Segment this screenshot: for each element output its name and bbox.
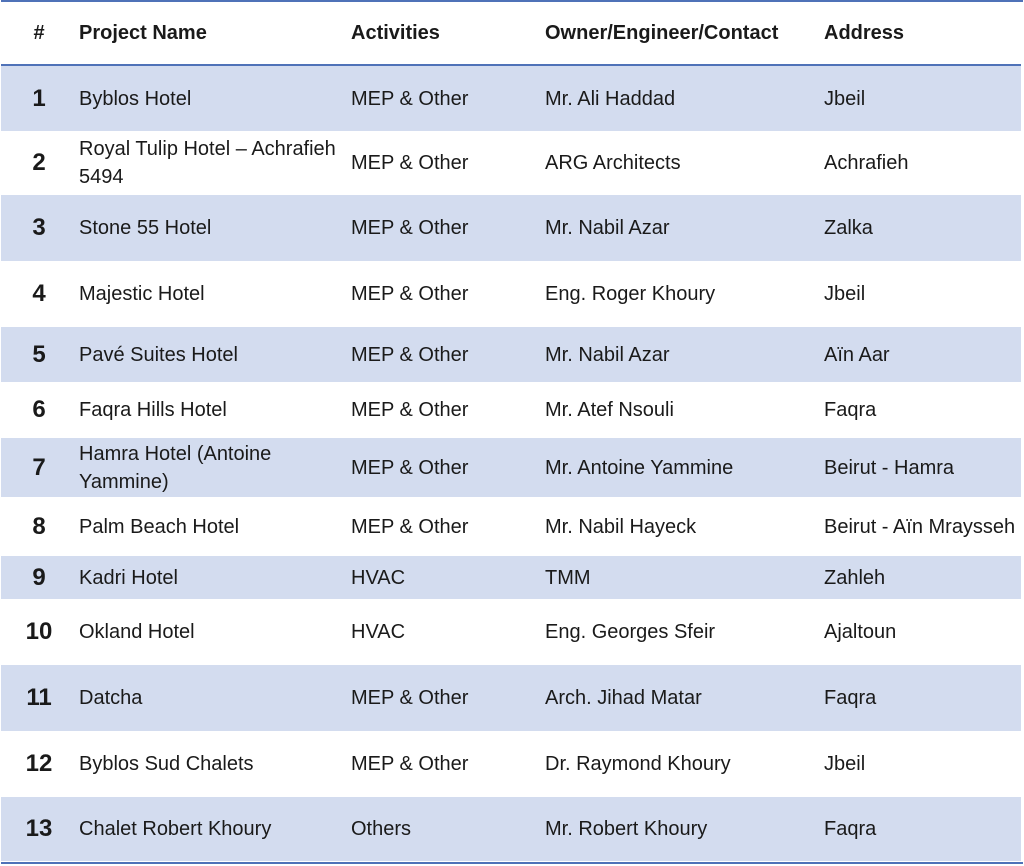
row-owner: Mr. Ali Haddad xyxy=(545,65,824,131)
row-address: Jbeil xyxy=(824,753,866,775)
row-address: Achrafieh xyxy=(824,152,909,174)
row-owner: Dr. Raymond Khoury xyxy=(545,753,731,775)
header-owner: Owner/Engineer/Contact xyxy=(545,2,824,65)
row-address: Beirut - Aïn Mraysseh xyxy=(824,515,1016,538)
row-activities: MEP & Other xyxy=(351,152,469,174)
row-project-name: Stone 55 Hotel xyxy=(77,195,351,261)
row-activities: MEP & Other xyxy=(351,327,545,382)
row-activities: MEP & Other xyxy=(351,665,545,731)
table-row xyxy=(1,497,1021,556)
row-number: 12 xyxy=(25,750,53,777)
row-number: 4 xyxy=(32,280,46,307)
row-project-name: Palm Beach Hotel xyxy=(79,515,240,538)
row-activities: MEP & Other xyxy=(351,438,545,497)
table-row xyxy=(1,327,1021,382)
table-row xyxy=(1,797,1021,861)
row-address: Jbeil xyxy=(824,283,866,305)
table-row xyxy=(1,195,1021,261)
table-row xyxy=(1,261,1021,327)
row-address: Beirut - Hamra xyxy=(824,438,1021,497)
table-row xyxy=(1,382,1021,438)
header-row xyxy=(1,2,1021,65)
row-owner: Mr. Robert Khoury xyxy=(545,797,824,861)
row-address: Zahleh xyxy=(824,556,1021,599)
row-owner: TMM xyxy=(545,556,824,599)
header-activities: Activities xyxy=(351,2,545,65)
row-activities: HVAC xyxy=(351,621,406,643)
row-owner: Arch. Jihad Matar xyxy=(545,665,824,731)
row-address: Jbeil xyxy=(824,65,1021,131)
row-activities: MEP & Other xyxy=(351,399,469,421)
row-owner: Mr. Nabil Hayeck xyxy=(545,515,697,538)
table-row xyxy=(1,599,1021,665)
row-number: 11 xyxy=(1,665,77,731)
header-project-name: Project Name xyxy=(77,2,351,65)
projects-table-container xyxy=(1,0,1023,864)
row-project-name: Datcha xyxy=(77,665,351,731)
table-row xyxy=(1,131,1021,195)
row-number: 9 xyxy=(1,556,77,599)
row-activities: MEP & Other xyxy=(351,753,469,775)
row-activities: MEP & Other xyxy=(351,283,469,305)
row-owner: Mr. Atef Nsouli xyxy=(545,399,674,421)
row-project-name: Kadri Hotel xyxy=(77,556,351,599)
row-owner: Mr. Nabil Azar xyxy=(545,195,824,261)
row-number: 8 xyxy=(32,512,46,540)
row-project-name: Byblos Hotel xyxy=(77,65,351,131)
table-row xyxy=(1,556,1021,599)
row-address: Zalka xyxy=(824,195,1021,261)
row-number: 6 xyxy=(32,396,46,423)
row-address: Faqra xyxy=(824,665,1021,731)
row-activities: MEP & Other xyxy=(351,65,545,131)
row-address: Aïn Aar xyxy=(824,327,1021,382)
row-number: 2 xyxy=(32,149,46,176)
row-activities: MEP & Other xyxy=(351,195,545,261)
row-owner: Mr. Antoine Yammine xyxy=(545,438,824,497)
header-address: Address xyxy=(824,2,1021,65)
table-row xyxy=(1,731,1021,797)
row-number: 7 xyxy=(1,438,77,497)
table-row xyxy=(1,665,1021,731)
table-body xyxy=(1,65,1021,861)
row-number: 1 xyxy=(1,65,77,131)
row-owner: Mr. Nabil Azar xyxy=(545,327,824,382)
row-owner: Eng. Roger Khoury xyxy=(545,283,716,305)
row-number: 13 xyxy=(1,797,77,861)
header-number: # xyxy=(1,2,77,65)
table-row xyxy=(1,438,1021,497)
row-project-name: Majestic Hotel xyxy=(79,283,205,305)
row-project-name: Byblos Sud Chalets xyxy=(79,753,254,775)
row-number: 3 xyxy=(1,195,77,261)
row-activities: MEP & Other xyxy=(351,515,469,538)
row-project-name: Royal Tulip Hotel – Achrafieh 5494 xyxy=(79,138,336,188)
row-project-name: Okland Hotel xyxy=(79,621,195,643)
row-number: 5 xyxy=(1,327,77,382)
row-project-name: Pavé Suites Hotel xyxy=(77,327,351,382)
row-owner: ARG Architects xyxy=(545,152,681,174)
row-project-name: Faqra Hills Hotel xyxy=(79,399,227,421)
row-owner: Eng. Georges Sfeir xyxy=(545,621,716,643)
projects-table xyxy=(1,2,1021,861)
row-address: Faqra xyxy=(824,797,1021,861)
row-activities: Others xyxy=(351,797,545,861)
row-project-name: Chalet Robert Khoury xyxy=(77,797,351,861)
row-address: Ajaltoun xyxy=(824,621,897,643)
table-row xyxy=(1,65,1021,131)
table-header xyxy=(1,2,1021,65)
row-address: Faqra xyxy=(824,399,877,421)
row-activities: HVAC xyxy=(351,556,545,599)
row-project-name: Hamra Hotel (Antoine Yammine) xyxy=(77,438,351,497)
row-number: 10 xyxy=(25,618,53,645)
